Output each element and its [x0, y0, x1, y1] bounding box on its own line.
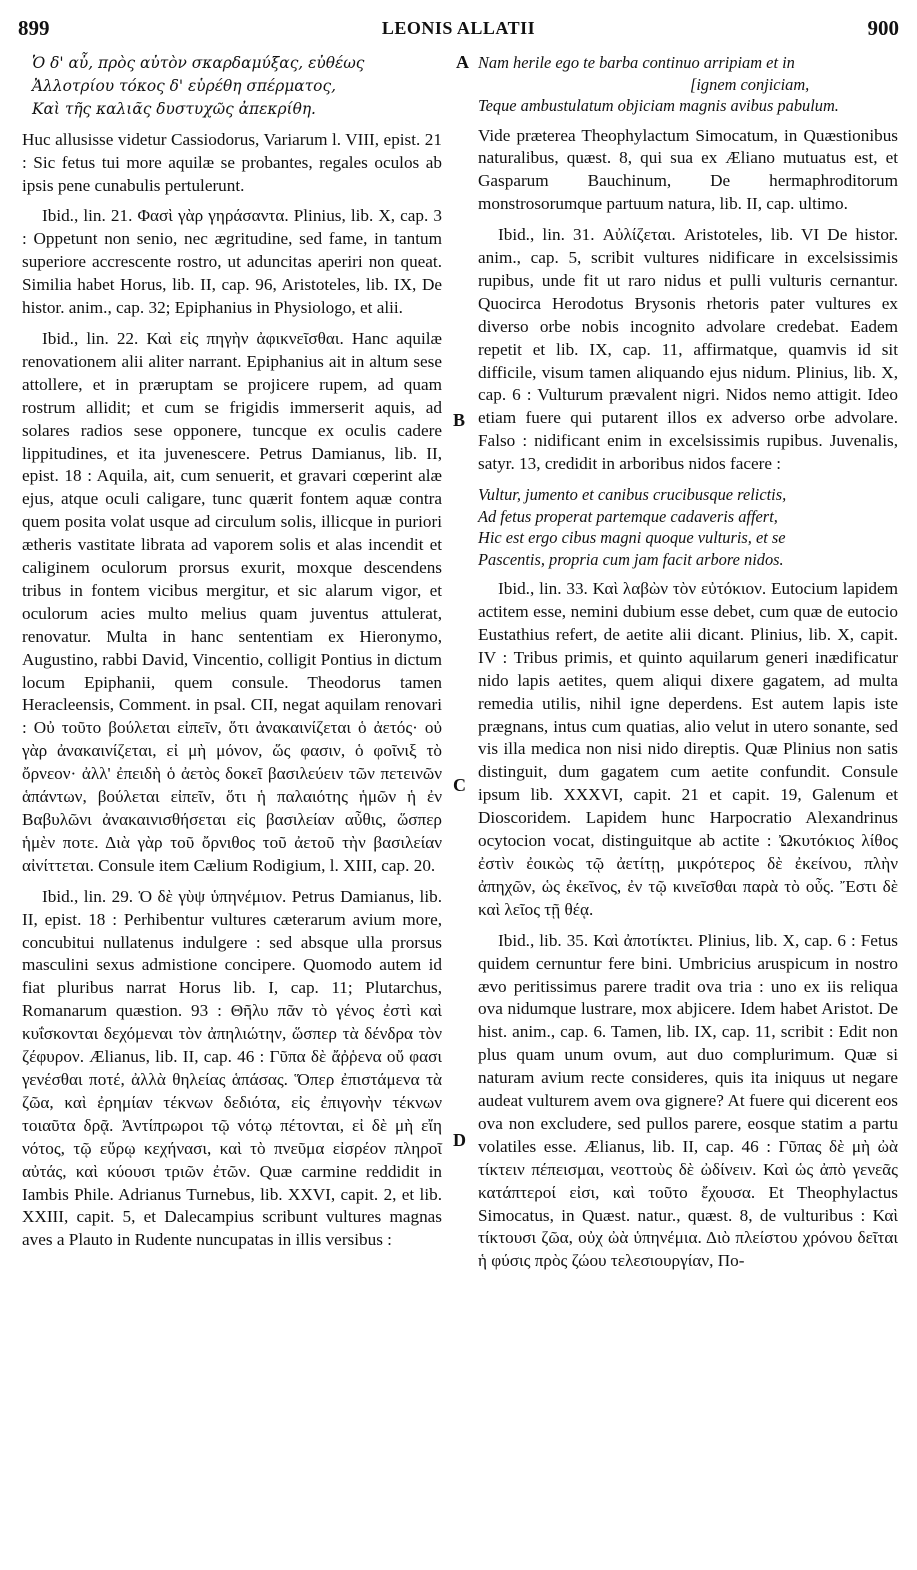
paragraph: Ibid., lib. 35. Καὶ ἀποτίκτει. Plinius, lib. X, cap. 6 : Fetus quidem cernuntur fere bini. Umbricius aruspicum in nostro ævo peritissimus parere tradit ova tria : uno ex iis reliqua ova nidumque lustrare, mox abjicere. Idem habet Aristot. De hist. anim., cap. 6. Tamen, lib. IX, cap. 11, scribit : Edit non plus quam unum ovum, aut duo complurimum. Quæ si naturam avium recte consideres, quis ita iniquus ut negare audeat vulturem avem ova gignere? At fuere qui dicerent eos ova non excludere, sed pullos parere, eosque statim a partu volatiles esse. Ælianus, lib. II, cap. 46 : Γῦπας δὲ μὴ ὠὰ τίκτειν πέπεισμαι, νεοττοὺς δὲ ὠδίνειν. Καὶ ὡς ἀπὸ γενεᾶς κατάπτεροί εἰσι, καὶ τοῦτο ἔχουσα. Et Theophylactus Simocatus, in Quæst. natur., quæst. 8, de vulturibus : Καὶ τίκτουσι ζῶα, οὐχ ὠὰ ὑπηνέμια. Διὸ πλείστου χρόνου δεῖται ἡ φύσις πρὸς ζώου τελεσιουργίαν, Πο- [478, 930, 898, 1271]
margin-marker-c: C [453, 775, 466, 795]
running-title: LEONIS ALLATII [381, 18, 536, 38]
left-page-number: 899 [18, 16, 50, 40]
verse-line: Pascentis, propria cum jam facit arbore nidos. [478, 549, 784, 569]
paragraph: Ibid., lin. 29. Ὁ δὲ γὺψ ὑπηνέμιον. Petrus Damianus, lib. II, epist. 18 : Perhibentur vultures cæterarum avium more, concubitui nullatenus indulgere : sed absque ulla prorsus masculini sexus admistione concipere. Quomodo autem id fiat pluribus narrat Horus lib. I, cap. 11; Plutarchus, Romanarum quæstion. 93 : Θῆλυ πᾶν τὸ γένος ἐστὶ καὶ κυΐσκονται δεχόμεναι τὸν ἀπηλιώτην, ὥσπερ τὰ δένδρα τὸν ζέφυρον. Ælianus, lib. II, cap. 46 : Γῦπα δὲ ἄῤῥενα οὔ φασι γενέσθαι ποτέ, ἀλλὰ θηλείας ἁπάσας. Ὅπερ ἐπιστάμενα τὰ ζῶα, καὶ ἐρημίαν τέκνων δεδιότα, εἰς ἐπιγονὴν τέκνων τοιαῦτα δρᾷ. Ἀντίπρωροι τῷ νότῳ πέτονται, εἰ δὲ μὴ εἴη νότος, τῷ εὔρῳ κεχήνασι, καὶ τὸ πνεῦμα εἰσρέον πληροῖ αὐτάς, καὶ κύουσι τριῶν ἐτῶν. Quæ carmine reddidit in Iambis Phile. Adrianus Turnebus, lib. XXVI, capit. 2, et lib. XXIII, capit. 5, et Dalecampius scribunt vultures magnas aves a Plauto in Rudente nuncupatas in illis versibus : [22, 886, 442, 1250]
verse-line: Καὶ τῆς καλιᾶς δυστυχῶς ἀπεκρίθη. [32, 99, 316, 118]
latin-verse-block [478, 52, 898, 117]
margin-marker-d: D [453, 1130, 466, 1150]
page-header [18, 16, 899, 42]
verse-line: Vultur, jumento et canibus crucibusque relictis, [478, 485, 787, 505]
paragraph: Huc allusisse videtur Cassiodorus, Variarum l. VIII, epist. 21 : Sic fetus tui more aquilæ se probantes, regales oculos ab ipsis pene cunabulis pertulerunt. [22, 129, 442, 195]
paragraph: Ibid., lin. 22. Καὶ εἰς πηγὴν ἀφικνεῖσθαι. Hanc aquilæ renovationem alii aliter narrant. Epiphanius ait in altum sese attollere, et in præruptam se projicere rupem, ad quam rostrum allidit; et cum se frigidis immerserit aquis, ad solares radios sese opponere, tuncque ex oculis cadere lippitudines, et ita juvenescere. Petrus Damianus, lib. II, epist. 18 : Aquila, ait, cum senuerit, et gravari cœperint alæ ejus, atque oculi caligare, tunc quærit fontem aquæ contra quem posita volat usque ad circulum solis, illicque in puriori ætheris vastitate librata ad vaporem solis et alas incendit et caliginem oculorum prorsus exurit, moxque descendens tribus in fontem vicibus mergitur, et sic alarum vigor, et oculorum acies multo melius quam juventus attulerat, renovatur. Multa in hanc sententiam ex Hieronymo, Augustino, rabbi David, Vincentio, colligit Pontius in dictum locum Epiphanii, quem consule. Theodorus tamen Heracleensis, Comment. in psal. CII, negat aquilam renovari : Οὐ τοῦτο βούλεται εἰπεῖν, ὅτι ἀνακαινίζεται ὁ ἀετός· οὐ γὰρ ἀνακαινίζεται, εἰ μὴ μόνον, ὥς φασιν, ὁ φοῖνιξ τὸ ὄρνεον· ἀλλ' ἐπειδὴ ὁ ἀετὸς δοκεῖ βασιλεύειν τῶν πετεινῶν ἁπάντων, βούλεται εἰπεῖν, ὅτι ἡ παλαιότης ἡμῶν ἡ ἐν Βαβυλῶνι ἀνακαινισθήσεται εἰς βασιλείαν αὖθις, ὥσπερ ἡμὲν ποτε. Διὰ γὰρ τοῦ ὄρνιθος τοῦ ἀετοῦ τὴν βασιλείαν αἰνίττεται. Consule item Cælium Rodigium, l. XIII, cap. 20. [22, 328, 442, 875]
verse-line: Hic est ergo cibus magni quoque vulturis, et se [478, 528, 786, 548]
paragraph: Ibid., lin. 33. Καὶ λαβὼν τὸν εὐτόκιον. Eutocium lapidem actitem esse, nemini dubium esse debet, cum quæ de eutocio Eustathius refert, de aetite alii dicant. Plinius, lib. X, capit. IV : Tribus primis, et quinto aquilarum generi inædificatur nido lapis aetites, quem aliqui dixere gagatem, ad multa remedia utilis, nihil igne deperdens. Est autem lapis iste prægnans, intus cum quatias, alio velut in utero sonante, sed vis illa medica non nisi nido direptis. Quæ Plinius non satis distinguit, dum gagatem cum aetite confundit. Consule ipsum lib. XXXVI, capit. 21 et capit. 19, Galenum et Dioscoridem. Lapidem hunc Harpocratio Alexandrinus ocytocion vocat, distinguitque ab actite : Ὠκυτόκιος λίθος ἐστὶν ἐοικὼς τῷ ἀετίτῃ, μικρότερος δὲ ἐκείνου, πλὴν ἀπηχῶν, ὡς ἐκεῖνος, ἐν τῷ κινεῖσθαι παρὰ τὸ οὖς. Ἔστι δὲ καὶ λεῖος τῇ θέᾳ. [478, 579, 898, 919]
margin-marker-a: A [456, 52, 469, 72]
paragraph: Ibid., lin. 31. Αὐλίζεται. Aristoteles, lib. VI De histor. anim., cap. 5, scribit vultures nidificare in excelsissimis rupibus, unde fit ut raro nidus et pulli vulturis cernantur. Quocirca Herodotus Brysonis rhetoris pater vultures ex diverso orbe nobis incognito advolare credebat. Eadem repetit et lib. IX, cap. 11, affirmatque, quamvis id sit difficile, visum tamen aliquando ejus nidum. Plinius, lib. X, cap. 6 : Vulturum prævalent nigri. Nidos nemo attigit. Ideo etiam fuere qui putarent illos ex adverso orbe advolare. Falso : nidificant enim in excelsissimis rupibus. Juvenalis, satyr. 13, credidit in arboribus nidos facere : [478, 225, 898, 474]
verse-line: Ἀλλοτρίου τόκος δ' εὑρέθη σπέρματος, [32, 76, 336, 95]
margin-marker-b: B [453, 410, 466, 430]
right-column [478, 52, 898, 1281]
juvenal-verse-block [478, 484, 898, 570]
verse-line: [ignem conjiciam, [690, 74, 810, 94]
right-page-number: 900 [867, 16, 899, 40]
left-column [22, 52, 442, 1260]
verse-line: Teque ambustulatum objiciam magnis avibus pabulum. [478, 96, 839, 115]
verse-line: Nam herile ego te barba continuo arripiam et in [478, 53, 795, 72]
paragraph: Vide præterea Theophylactum Simocatum, in Quæstionibus naturalibus, quæst. 8, qui sua ex Æliano mutuatus est, et Gasparum Bauchinum, De hermaphroditorum monstrosorumque partuum natura, lib. II, cap. ultimo. [478, 125, 898, 214]
verse-line: Ὁ δ' αὖ, πρὸς αὐτὸν σκαρδαμύξας, εὐθέως [32, 54, 365, 72]
paragraph: Ibid., lin. 21. Φασὶ γὰρ γηράσαντα. Plinius, lib. X, cap. 3 : Oppetunt non senio, nec ægritudine, sed fame, in tantum superiore accrescente rostro, ut aduncitas aperiri non queat. Similia habet Horus, lib. II, cap. 96, Aristoteles, lib. IX, De histor. anim., cap. 32; Epiphanius in Physiologo, et alii. [22, 206, 442, 318]
verse-line: Ad fetus properat partemque cadaveris affert, [478, 506, 778, 526]
greek-verse-block [22, 52, 442, 121]
